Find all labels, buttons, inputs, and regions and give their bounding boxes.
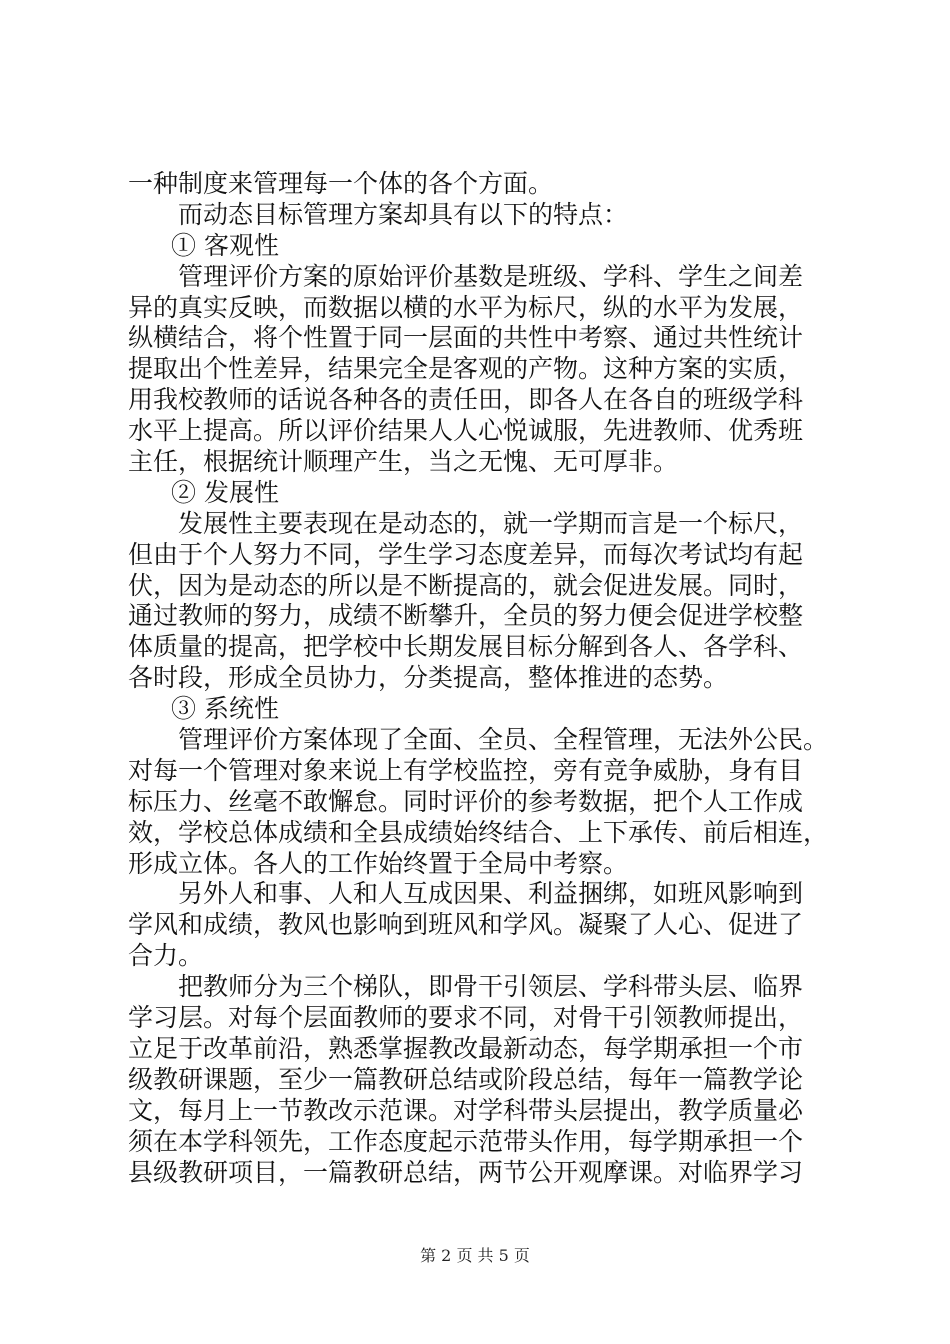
- text-line: 形成立体。各人的工作始终置于全局中考察。: [128, 848, 629, 878]
- text-line: 合力。: [128, 941, 204, 971]
- text-line: 伏，因为是动态的所以是不断提高的，就会促进发展。同时，: [128, 570, 804, 600]
- text-line: 学风和成绩，教风也影响到班风和学风。凝聚了人心、促进了: [128, 910, 804, 940]
- text-line: 异的真实反映，而数据以横的水平为标尺，纵的水平为发展，: [128, 292, 804, 322]
- text-line: 把教师分为三个梯队，即骨干引领层、学科带头层、临界: [178, 972, 804, 1002]
- text-line: 立足于改革前沿，熟悉掌握教改最新动态，每学期承担一个市: [128, 1033, 804, 1063]
- text-line: 须在本学科领先，工作态度起示范带头作用，每学期承担一个: [128, 1126, 804, 1156]
- text-line: 文，每月上一节教改示范课。对学科带头层提出，教学质量必: [128, 1095, 804, 1125]
- text-line: 另外人和事、人和人互成因果、利益捆绑，如班风影响到: [178, 879, 804, 909]
- text-line: 级教研课题，至少一篇教研总结或阶段总结，每年一篇教学论: [128, 1064, 804, 1094]
- text-line: ② 发展性: [171, 477, 279, 507]
- text-line: ① 客观性: [171, 230, 279, 260]
- text-line: 而动态目标管理方案却具有以下的特点：: [178, 199, 629, 229]
- text-line: 标压力、丝毫不敢懈怠。同时评价的参考数据，把个人工作成: [128, 786, 804, 816]
- page-footer: 第 2 页 共 5 页: [420, 1246, 530, 1265]
- text-line: 一种制度来管理每一个体的各个方面。: [128, 169, 554, 198]
- text-line: 学习层。对每个层面教师的要求不同，对骨干引领教师提出，: [128, 1003, 804, 1033]
- text-line: 体质量的提高，把学校中长期发展目标分解到各人、各学科、: [128, 632, 804, 662]
- text-line: 发展性主要表现在是动态的，就一学期而言是一个标尺，: [178, 508, 804, 538]
- text-line: 效，学校总体成绩和全县成绩始终结合、上下承传、前后相连，: [128, 817, 829, 847]
- text-line: 管理评价方案的原始评价基数是班级、学科、学生之间差: [178, 261, 804, 291]
- text-line: 对每一个管理对象来说上有学校监控，旁有竞争威胁，身有目: [128, 755, 804, 785]
- text-line: 纵横结合，将个性置于同一层面的共性中考察、通过共性统计: [128, 323, 804, 353]
- text-line: 县级教研项目，一篇教研总结，两节公开观摩课。对临界学习: [128, 1157, 804, 1187]
- text-line: 管理评价方案体现了全面、全员、全程管理，无法外公民。: [178, 725, 829, 755]
- text-line: 提取出个性差异，结果完全是客观的产物。这种方案的实质，: [128, 354, 804, 384]
- text-line: 用我校教师的话说各种各的责任田，即各人在各自的班级学科: [128, 385, 804, 415]
- text-line: 但由于个人努力不同，学生学习态度差异，而每次考试均有起: [128, 539, 804, 569]
- text-line: 主任，根据统计顺理产生，当之无愧、无可厚非。: [128, 447, 679, 477]
- text-line: 各时段，形成全员协力，分类提高，整体推进的态势。: [128, 663, 729, 693]
- text-line: 水平上提高。所以评价结果人人心悦诚服，先进教师、优秀班: [128, 416, 804, 446]
- body-text: [128, 169, 840, 1188]
- text-line: ③ 系统性: [171, 694, 279, 724]
- text-line: 通过教师的努力，成绩不断攀升，全员的努力便会促进学校整: [128, 601, 804, 631]
